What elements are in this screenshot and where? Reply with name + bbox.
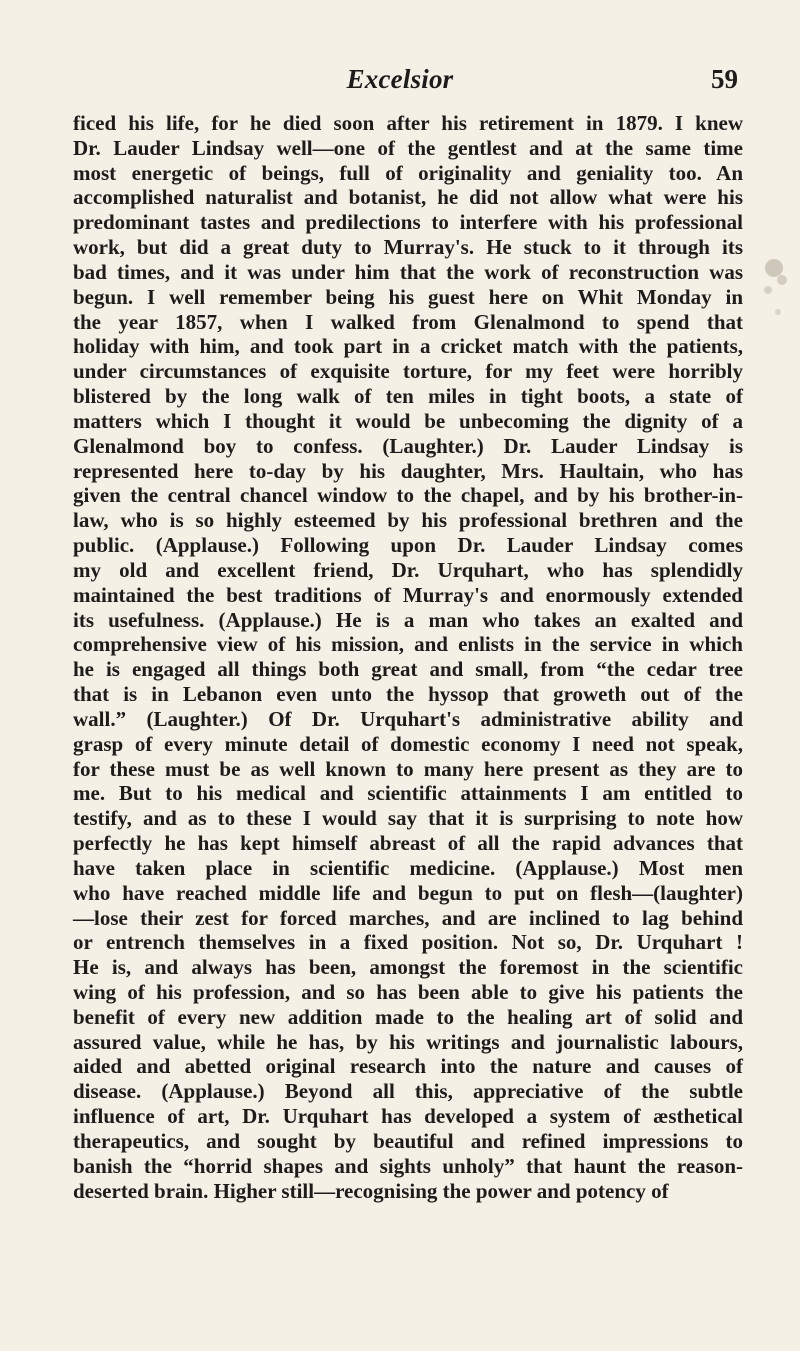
text-line: deserted brain. Higher still—recognising the power and potency of bbox=[73, 1178, 669, 1203]
text-line: —lose their zest for forced marches, and are inclined to lag behind bbox=[73, 905, 743, 930]
text-line: Dr. Lauder Lindsay well—one of the gentlest and at the same time bbox=[73, 135, 743, 160]
text-line: the year 1857, when I walked from Glenalmond to spend that bbox=[73, 309, 743, 334]
text-line: represented here to-day by his daughter, Mrs. Haultain, who has bbox=[73, 458, 743, 483]
text-line: begun. I well remember being his guest here on Whit Monday in bbox=[73, 284, 743, 309]
text-line: my old and excellent friend, Dr. Urquhart, who has splendidly bbox=[73, 557, 743, 582]
text-line: wall.” (Laughter.) Of Dr. Urquhart's administrative ability and bbox=[73, 706, 743, 731]
text-line: Glenalmond boy to confess. (Laughter.) Dr. Lauder Lindsay is bbox=[73, 433, 743, 458]
text-line: disease. (Applause.) Beyond all this, appreciative of the subtle bbox=[73, 1079, 743, 1104]
text-line: grasp of every minute detail of domestic economy I need not speak, bbox=[73, 731, 743, 756]
text-line: law, who is so highly esteemed by his professional brethren and the bbox=[73, 508, 743, 533]
text-line: bad times, and it was under him that the work of reconstruction was bbox=[73, 259, 743, 284]
text-line: blistered by the long walk of ten miles in tight boots, a state of bbox=[73, 384, 743, 409]
text-line: he is engaged all things both great and small, from “the cedar tree bbox=[73, 657, 743, 682]
text-line: benefit of every new addition made to the healing art of solid and bbox=[73, 1004, 743, 1029]
text-line: that is in Lebanon even unto the hyssop that groweth out of the bbox=[73, 682, 743, 707]
text-line: accomplished naturalist and botanist, he did not allow what were his bbox=[73, 185, 743, 210]
text-line: or entrench themselves in a fixed position. Not so, Dr. Urquhart ! bbox=[73, 930, 743, 955]
text-line: under circumstances of exquisite torture, for my feet were horribly bbox=[73, 359, 743, 384]
text-line: maintained the best traditions of Murray's and enormously extended bbox=[73, 582, 743, 607]
text-line: He is, and always has been, amongst the foremost in the scientific bbox=[73, 955, 743, 980]
ink-blot-decoration bbox=[752, 250, 792, 350]
text-line: wing of his profession, and so has been able to give his patients the bbox=[73, 979, 743, 1004]
text-line: influence of art, Dr. Urquhart has developed a system of æsthetical bbox=[73, 1104, 743, 1129]
text-line: predominant tastes and predilections to interfere with his professional bbox=[73, 210, 743, 235]
text-line: testify, and as to these I would say that it is surprising to note how bbox=[73, 806, 743, 831]
text-line: me. But to his medical and scientific attainments I am entitled to bbox=[73, 781, 743, 806]
text-line: for these must be as well known to many here present as they are to bbox=[73, 756, 743, 781]
text-line: most energetic of beings, full of originality and geniality too. An bbox=[73, 160, 743, 185]
text-line: perfectly he has kept himself abreast of all the rapid advances that bbox=[73, 831, 743, 856]
text-line: its usefulness. (Applause.) He is a man who takes an exalted and bbox=[73, 607, 743, 632]
text-line: have taken place in scientific medicine. (Applause.) Most men bbox=[73, 855, 743, 880]
text-line: banish the “horrid shapes and sights unholy” that haunt the reason- bbox=[73, 1153, 743, 1178]
text-line: given the central chancel window to the chapel, and by his brother-in- bbox=[73, 483, 743, 508]
text-line: ficed his life, for he died soon after his retirement in 1879. I knew bbox=[73, 111, 743, 135]
text-line: who have reached middle life and begun to put on flesh—(laughter) bbox=[73, 880, 743, 905]
text-line: holiday with him, and took part in a cricket match with the patients, bbox=[73, 334, 743, 359]
page-number: 59 bbox=[711, 64, 738, 94]
running-title: Excelsior bbox=[346, 64, 454, 94]
text-line: matters which I thought it would be unbecoming the dignity of a bbox=[73, 408, 743, 433]
text-line: public. (Applause.) Following upon Dr. Lauder Lindsay comes bbox=[73, 533, 743, 558]
body-text bbox=[73, 111, 743, 1203]
text-line: aided and abetted original research into the nature and causes of bbox=[73, 1054, 743, 1079]
text-line: therapeutics, and sought by beautiful and refined impressions to bbox=[73, 1128, 743, 1153]
text-line: assured value, while he has, by his writings and journalistic labours, bbox=[73, 1029, 743, 1054]
text-line: comprehensive view of his mission, and enlists in the service in which bbox=[73, 632, 743, 657]
text-line: work, but did a great duty to Murray's. He stuck to it through its bbox=[73, 235, 743, 260]
page-header bbox=[0, 62, 800, 98]
